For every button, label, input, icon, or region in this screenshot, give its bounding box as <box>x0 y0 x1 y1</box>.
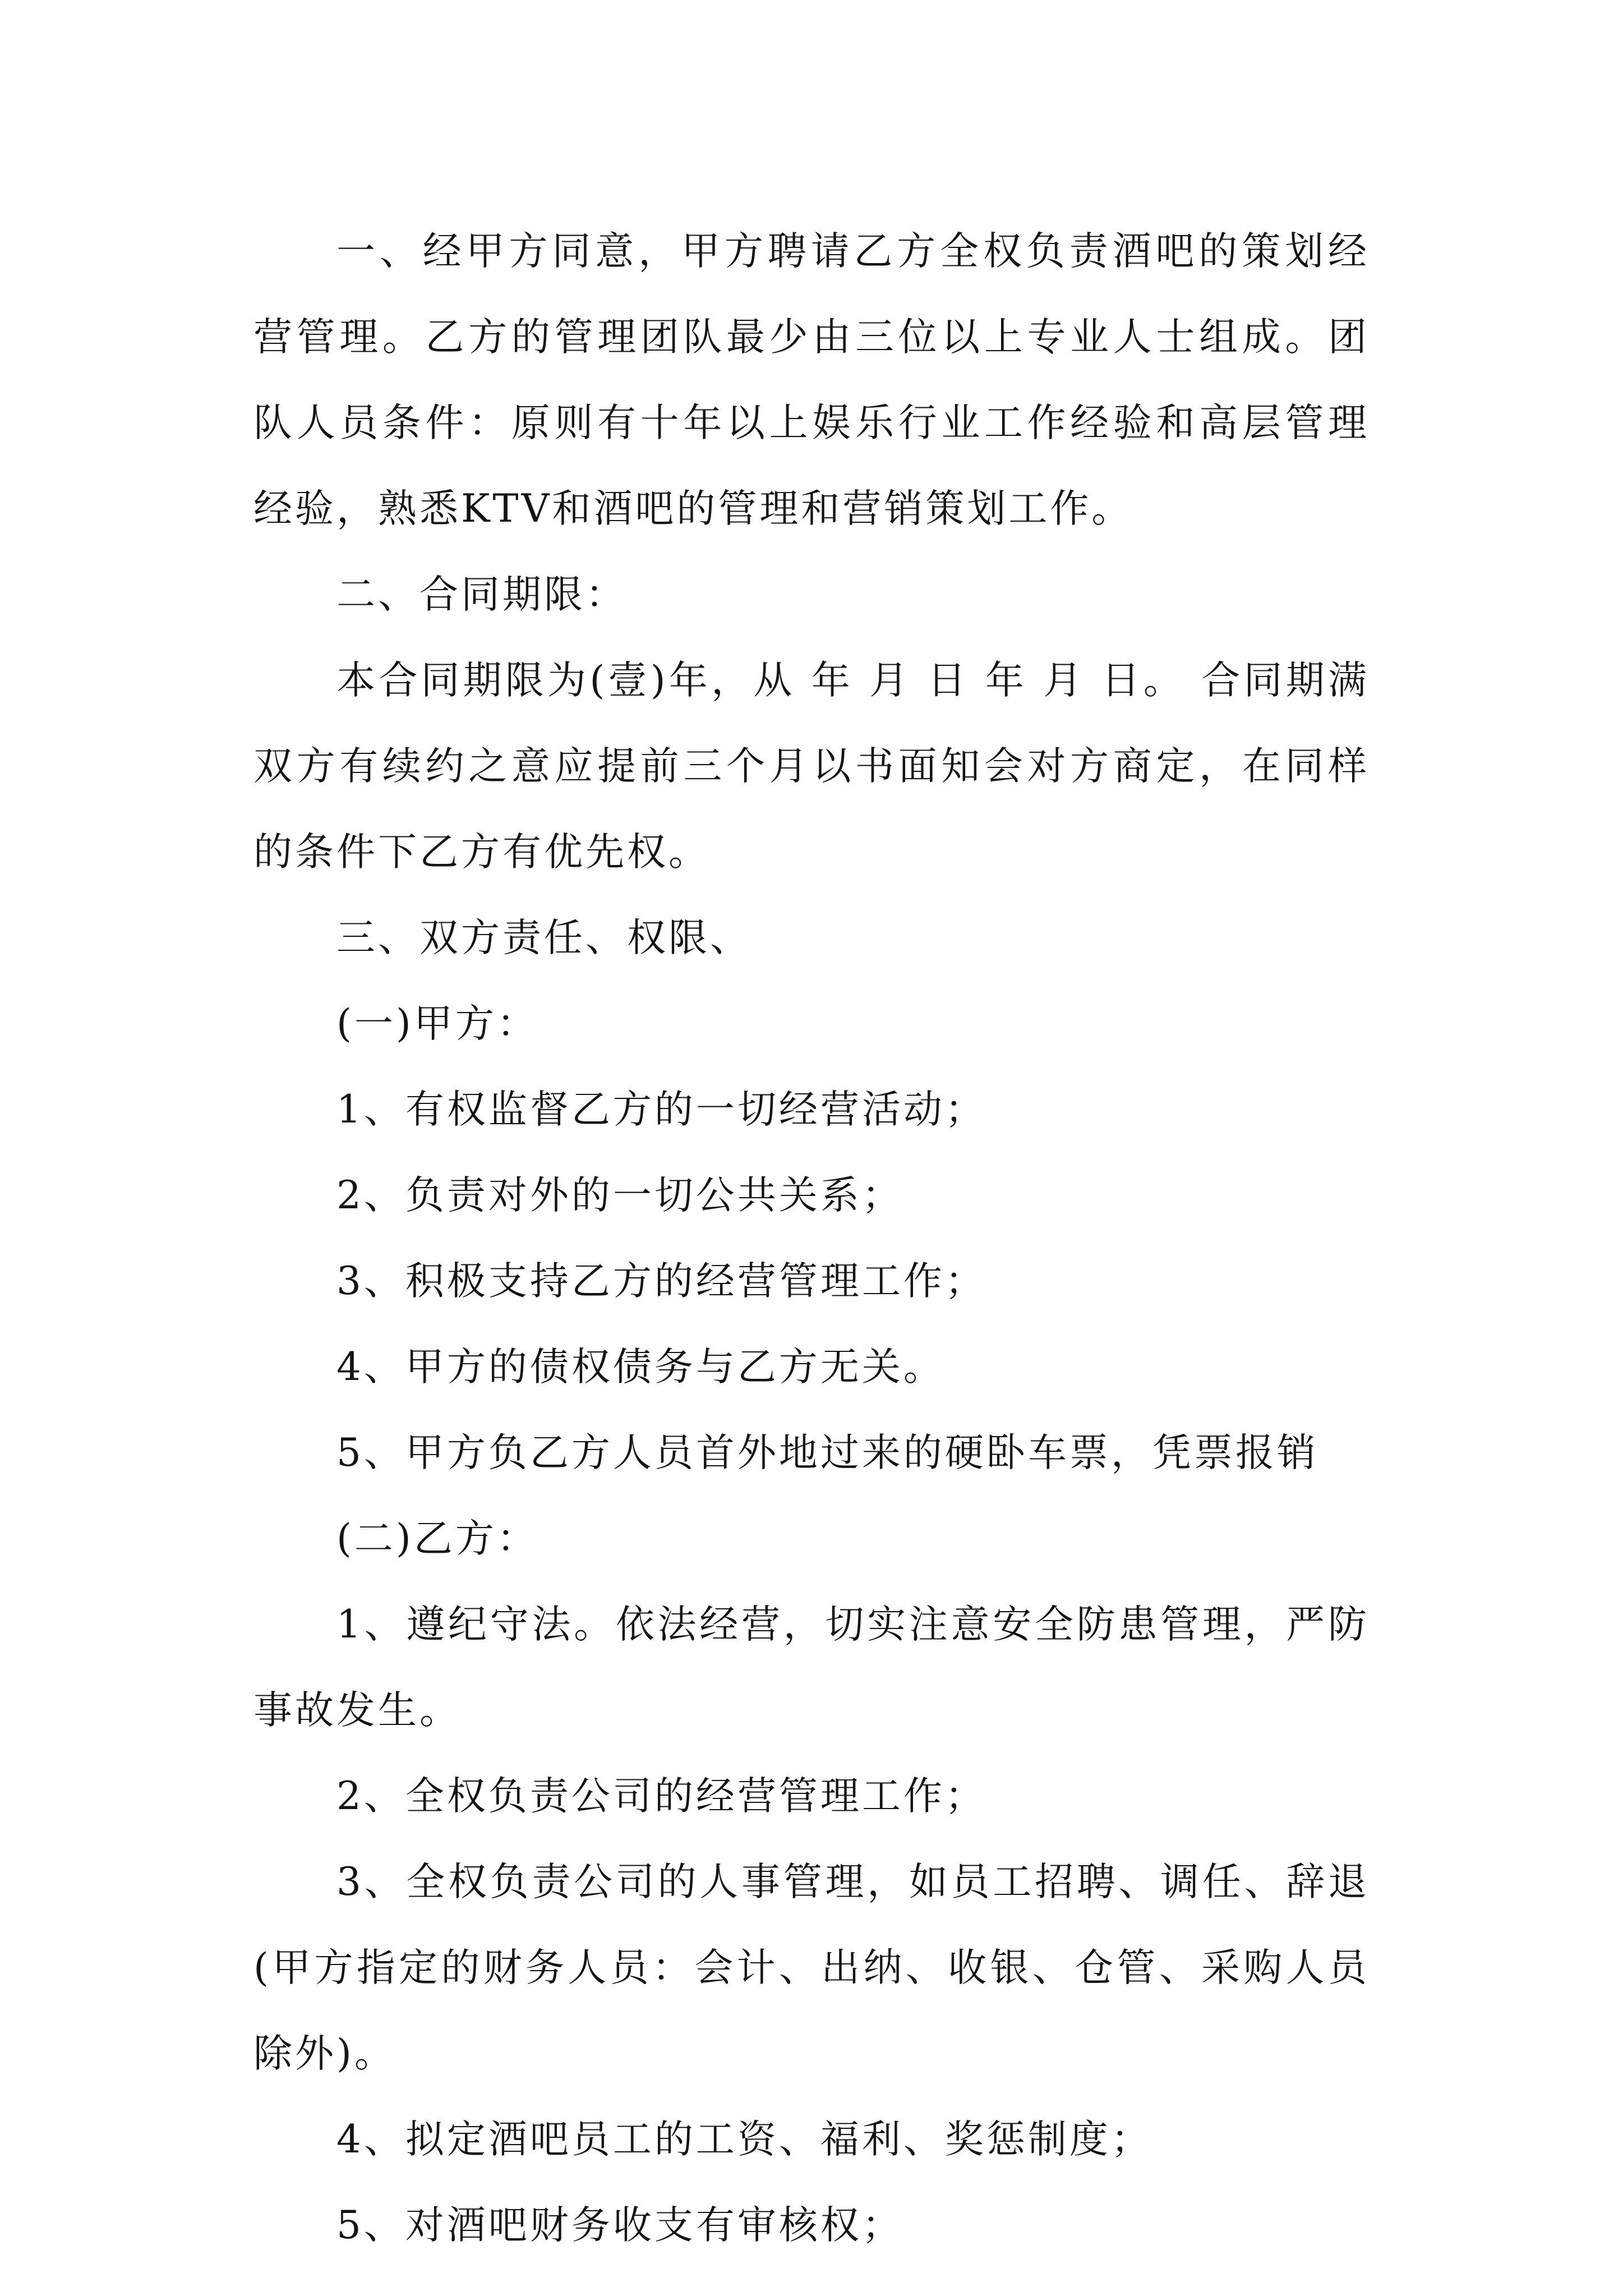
section-2-heading: 二、合同期限： <box>336 572 627 617</box>
party-a-item-4: 4、甲方的债权债务与乙方无关。 <box>336 1345 945 1389</box>
document-body <box>253 209 1370 2269</box>
party-a-item-2: 2、负责对外的一切公共关系； <box>336 1173 903 1218</box>
section-3-heading: 三、双方责任、权限、 <box>336 915 751 960</box>
party-a-item-5: 5、甲方负乙方人员首外地过来的硬卧车票，凭票报销 <box>336 1430 1318 1475</box>
clause-1-paragraph: 一、经甲方同意，甲方聘请乙方全权负责酒吧的策划经营管理。乙方的管理团队最少由三位以上专业人士组成。团队人员条件：原则有十年以上娱乐行业工作经验和高层管理经验，熟悉KTV和酒吧的管理和营销策划工作。 <box>253 229 1370 531</box>
party-b-item-2: 2、全权负责公司的经营管理工作； <box>336 1774 986 1819</box>
party-b-item-1: 1、遵纪守法。依法经营，切实注意安全防患管理，严防事故发生。 <box>253 1602 1370 1733</box>
party-b-heading: (二)乙方： <box>336 1516 538 1561</box>
party-b-item-3: 3、全权负责公司的人事管理，如员工招聘、调任、辞退(甲方指定的财务人员：会计、出纳、收银、仓管、采购人员除外)。 <box>253 1860 1370 2076</box>
party-b-item-4: 4、拟定酒吧员工的工资、福利、奖惩制度； <box>336 2117 1152 2162</box>
party-b-item-5: 5、对酒吧财务收支有审核权； <box>336 2203 903 2248</box>
party-a-item-3: 3、积极支持乙方的经营管理工作； <box>336 1259 986 1304</box>
party-a-item-1: 1、有权监督乙方的一切经营活动； <box>336 1087 986 1132</box>
contract-term-paragraph: 本合同期限为(壹)年，从 年 月 日 年 月 日。 合同期满双方有续约之意应提前三个月以书面知会对方商定，在同样的条件下乙方有优先权。 <box>253 658 1370 875</box>
party-a-heading: (一)甲方： <box>336 1001 538 1046</box>
